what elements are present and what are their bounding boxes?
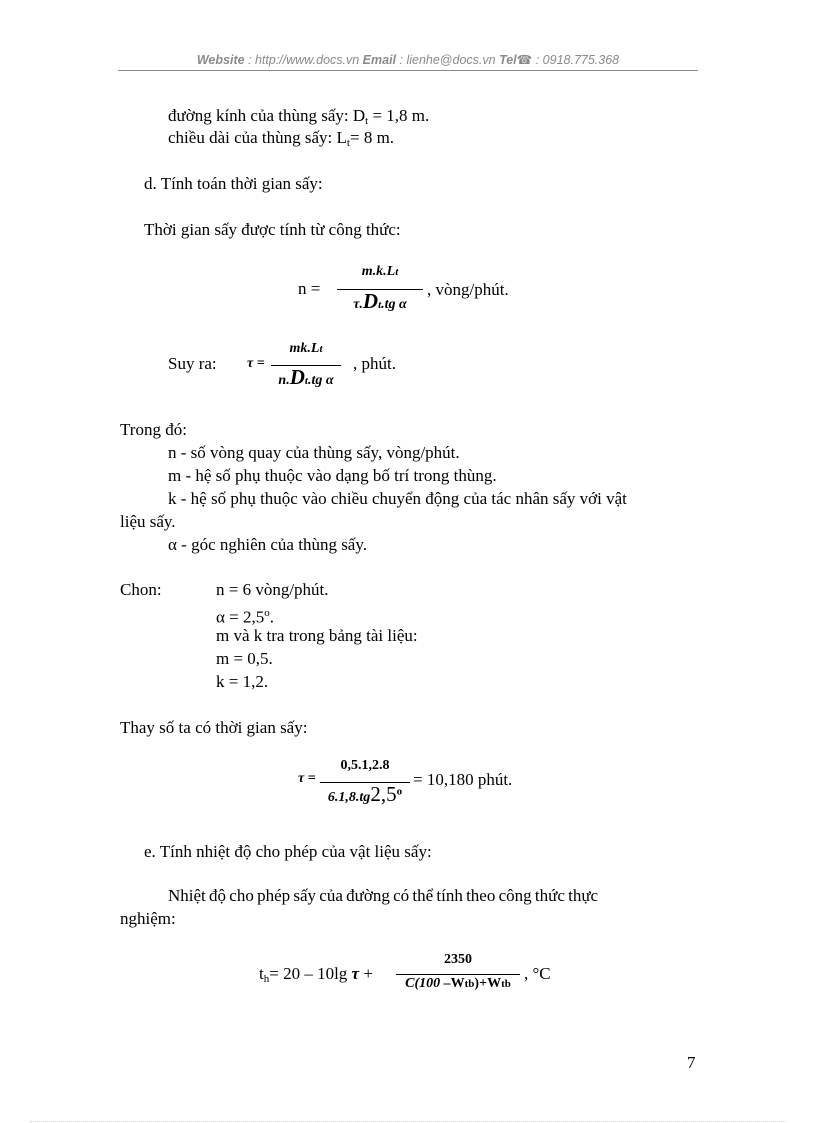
tau-unit: , phút. xyxy=(353,354,396,373)
temp-unit: , °C xyxy=(524,964,551,983)
formula-result-numerator xyxy=(320,756,410,774)
email-label: Email xyxy=(362,53,397,67)
tel-label: Tel xyxy=(499,53,517,67)
f2-den-b: D xyxy=(289,365,305,389)
chon-m: m = 0,5. xyxy=(216,649,273,668)
chon-alpha-text: α = 2,5 xyxy=(216,607,265,627)
formula-result-fraction xyxy=(320,756,410,810)
formula-tau-lhs: τ = xyxy=(247,356,265,371)
f2-den-a: n. xyxy=(278,373,290,388)
f3-num: 0,5.1,2.8 xyxy=(340,758,390,773)
f3-den-a: 6.1,8.tg xyxy=(327,790,371,805)
diameter-value: = 1,8 m. xyxy=(368,106,430,125)
diameter-text: đường kính của thùng sấy: D xyxy=(168,106,366,125)
page-header xyxy=(0,52,816,67)
formula-tau-numerator xyxy=(271,339,341,357)
f4-den-wsub: tb xyxy=(464,978,475,990)
f1-den-a: τ. xyxy=(353,297,363,312)
f4-den-b: )+ xyxy=(474,976,488,991)
temp-denominator xyxy=(396,974,520,992)
temp-formula-lhs xyxy=(259,964,373,989)
formula-n-denominator xyxy=(337,289,423,314)
temp-fraction xyxy=(396,950,520,1002)
th-symbol: t xyxy=(259,964,264,983)
th-tau: τ xyxy=(351,964,360,983)
f2-num-sub: t xyxy=(319,343,323,355)
page-number: 7 xyxy=(687,1053,696,1072)
f2-den-c: .tg α xyxy=(307,373,334,388)
temp-numerator xyxy=(396,950,520,968)
f1-num-sub: t xyxy=(395,266,399,278)
definition-k: k - hệ số phụ thuộc vào chiều chuyển động của tác nhân sấy với vật xyxy=(168,489,627,508)
length-value: = 8 m. xyxy=(349,128,395,147)
f1-num: m.k.L xyxy=(361,264,396,279)
website-label: Website xyxy=(196,53,245,67)
chon-n: n = 6 vòng/phút. xyxy=(216,580,329,599)
section-d-heading: d. Tính toán thời gian sấy: xyxy=(144,174,323,193)
length-text: chiều dài của thùng sấy: L xyxy=(168,128,347,147)
length-sub: t xyxy=(346,137,350,149)
th-expression: = 20 – 10lg xyxy=(269,964,348,983)
temp-intro: Nhiệt độ cho phép sấy của đường có thể tính theo công thức thực xyxy=(168,886,599,905)
th-sub: h xyxy=(263,973,270,985)
suy-ra-label: Suy ra: xyxy=(168,354,217,373)
n-unit: , vòng/phút. xyxy=(427,280,509,299)
definition-k-continued: liệu sấy. xyxy=(120,512,176,531)
chon-label: Chon: xyxy=(120,580,162,599)
header-divider xyxy=(118,70,698,71)
formula-tau-denominator xyxy=(271,365,341,390)
f3-den-sup: o xyxy=(396,785,403,798)
f4-num: 2350 xyxy=(444,952,472,967)
chon-mk: m và k tra trong bảng tài liệu: xyxy=(216,626,418,645)
definition-alpha: α - góc nghiên của thùng sấy. xyxy=(168,535,368,554)
formula-result-lhs: τ = xyxy=(298,771,316,786)
formula-result-denominator xyxy=(320,782,410,807)
result-value: = 10,180 phút. xyxy=(413,770,513,789)
f4-den-w2sub: tb xyxy=(501,978,511,990)
chon-k: k = 1,2. xyxy=(216,672,269,691)
formula-n-fraction xyxy=(337,262,423,314)
f1-den-sub: t xyxy=(378,299,382,311)
f1-den-b: D xyxy=(362,289,379,313)
chon-alpha xyxy=(216,603,274,628)
diameter-sub: t xyxy=(365,115,369,127)
chon-alpha-degree: o xyxy=(264,607,270,619)
length-line xyxy=(168,128,394,153)
f4-den-w: W xyxy=(450,976,465,991)
footer-divider xyxy=(30,1121,786,1122)
f4-den-w2: W xyxy=(487,976,502,991)
thay-so-line: Thay số ta có thời gian sấy: xyxy=(120,718,308,737)
f2-den-sub: t xyxy=(304,375,308,387)
f2-num: mk.L xyxy=(289,341,320,356)
email-value: : lienhe@docs.vn xyxy=(396,53,500,67)
section-e-heading: e. Tính nhiệt độ cho phép của vật liệu sấy: xyxy=(144,842,432,861)
definition-n: n - số vòng quay của thùng sấy, vòng/phút. xyxy=(168,443,460,462)
f4-den-a: C(100 – xyxy=(405,976,451,991)
tel-value: : 0918.775.368 xyxy=(532,53,620,67)
trong-do-label: Trong đó: xyxy=(120,420,187,439)
formula-tau-fraction xyxy=(271,339,341,391)
th-plus: + xyxy=(363,964,373,983)
website-value: : http://www.docs.vn xyxy=(244,53,363,67)
f1-den-c: .tg α xyxy=(381,297,407,312)
f3-den-b: 2,5 xyxy=(370,782,397,806)
chon-alpha-end: . xyxy=(269,607,274,627)
phone-icon: ☎ xyxy=(516,53,533,67)
formula-intro: Thời gian sấy được tính từ công thức: xyxy=(144,220,401,239)
formula-n-numerator xyxy=(337,262,423,280)
n-equals: n = xyxy=(298,279,321,298)
definition-m: m - hệ số phụ thuộc vào dạng bố trí trong thùng. xyxy=(168,466,497,485)
temp-intro-continued: nghiệm: xyxy=(120,909,176,928)
